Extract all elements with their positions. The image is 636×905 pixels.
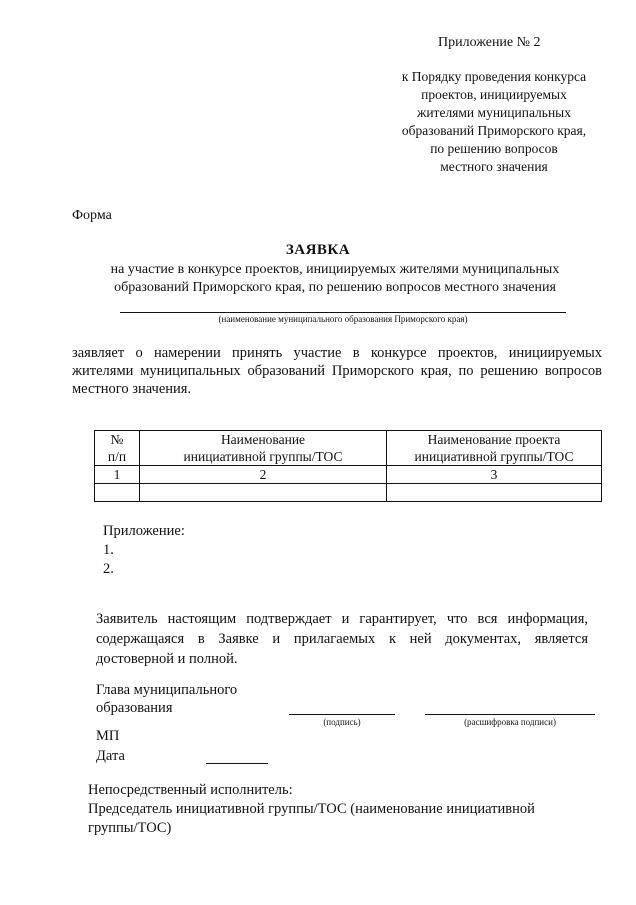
stamp-label: МП — [96, 728, 120, 744]
date-line — [206, 763, 268, 764]
document-title: ЗАЯВКА — [285, 242, 351, 258]
executor-line: группы/ТОС) — [88, 820, 172, 836]
municipality-caption: (наименование муниципального образования Приморского края) — [218, 314, 468, 324]
attachment-item: 1. — [103, 542, 114, 558]
date-label: Дата — [96, 748, 125, 764]
signature-caption: (подпись) — [323, 717, 361, 727]
confirmation-text: Заявитель настоящим подтверждает и гарантирует, что вся информация, содержащаяся в Заявке и прилагаемых к ней документах, является достоверной и полной. — [96, 611, 588, 667]
subtitle-line: образований Приморского края, по решению вопросов местного значения — [114, 280, 556, 295]
executor-line: Непосредственный исполнитель: — [88, 782, 293, 798]
table-cell: 1 — [95, 466, 140, 484]
header-block — [380, 68, 608, 176]
signature-line — [289, 714, 395, 715]
header-line: к Порядку проведения конкурса — [401, 69, 587, 84]
table-cell — [95, 484, 140, 502]
header-cell-group-name: Наименование инициативной группы/ТОС — [140, 431, 387, 466]
head-label: Глава муниципального образования — [96, 682, 238, 716]
header-line: проектов, инициируемых — [421, 87, 567, 102]
document-subtitle — [80, 261, 590, 297]
decoding-line — [425, 714, 595, 715]
attachments-block — [103, 522, 185, 579]
header-cell-number: № п/п — [95, 431, 140, 466]
table-cell — [140, 484, 387, 502]
declaration-text: заявляет о намерении принять участие в конкурсе проектов, инициируемых жителями муниципальных образований Приморского края, по решению вопросов местного значения. — [72, 345, 602, 397]
municipality-name-line — [120, 312, 566, 313]
appendix-label: Приложение № 2 — [438, 35, 541, 50]
form-label: Форма — [72, 208, 112, 223]
table-cell: 3 — [387, 466, 602, 484]
header-line: по решению вопросов — [430, 141, 558, 156]
executor-line: Председатель инициативной группы/ТОС (наименование инициативной — [88, 801, 535, 817]
table-row-numbers — [95, 466, 602, 484]
header-line: образований Приморского края, — [401, 123, 587, 138]
table-cell: 2 — [140, 466, 387, 484]
subtitle-line: на участие в конкурсе проектов, инициируемых жителями муниципальных — [110, 262, 560, 277]
table-cell — [387, 484, 602, 502]
decoding-caption: (расшифровка подписи) — [464, 717, 556, 727]
header-line: местного значения — [440, 159, 548, 174]
attachments-label: Приложение: — [103, 523, 185, 539]
table-row-empty — [95, 484, 602, 502]
attachment-item: 2. — [103, 561, 114, 577]
header-line: жителями муниципальных — [417, 105, 571, 120]
groups-table — [94, 430, 602, 502]
executor-block — [88, 781, 588, 838]
table-header-row — [95, 431, 602, 466]
header-cell-project-name: Наименование проекта инициативной группы/ТОС — [387, 431, 602, 466]
